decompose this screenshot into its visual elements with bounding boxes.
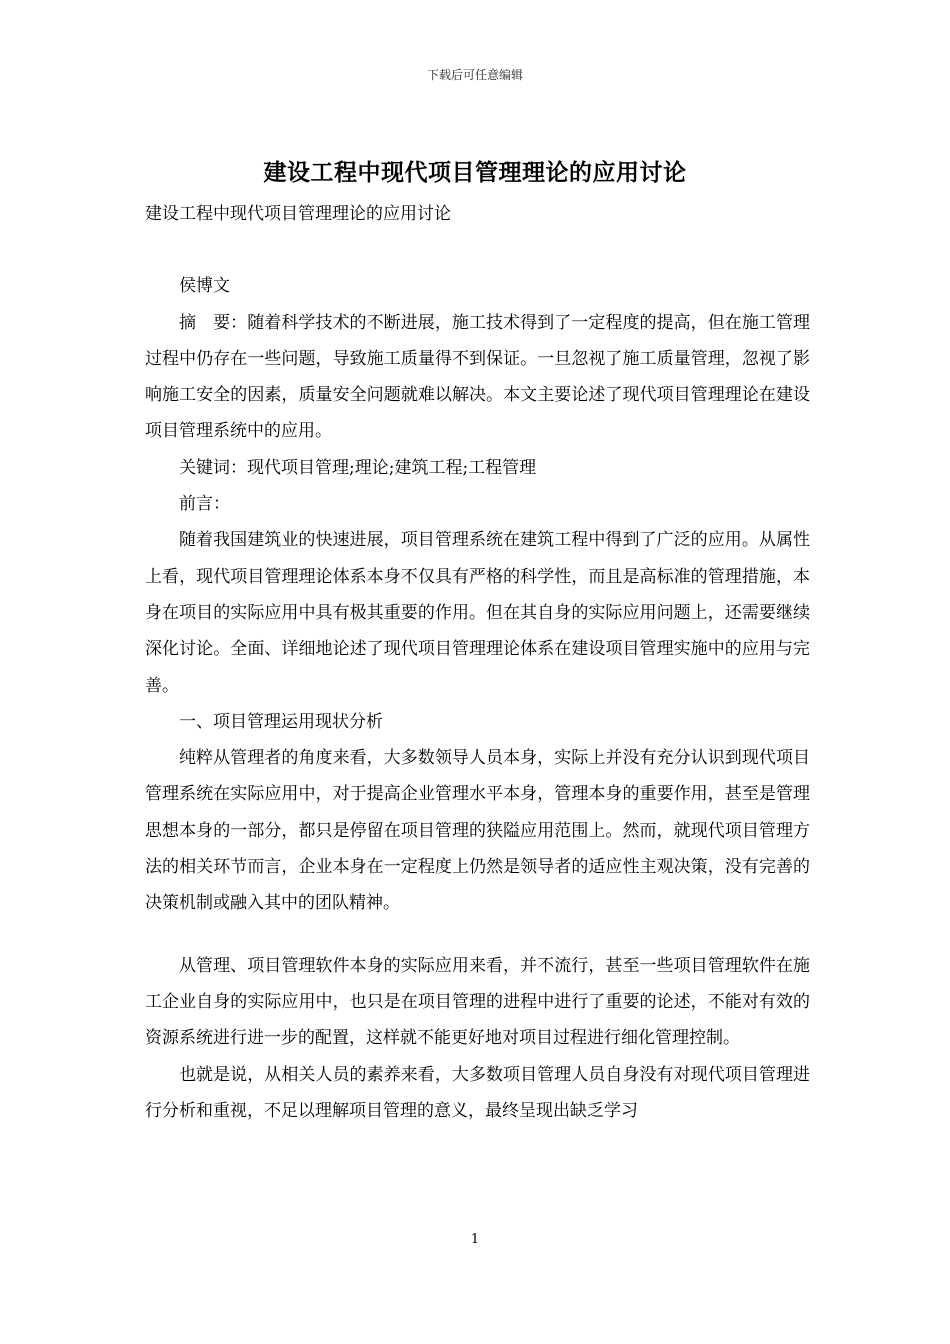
spacer [145,922,810,948]
spacer [145,232,810,268]
abstract-paragraph: 摘 要：随着科学技术的不断进展，施工技术得到了一定程度的提高，但在施工管理过程中仍存在一些问题，导致施工质量得不到保证。一旦忽视了施工质量管理，忽视了影响施工安全的因素，质量安全问题就难以解决。本文主要论述了现代项目管理理论在建设项目管理系统中的应用。 [145,312,810,442]
preface-heading: 前言： [179,494,230,515]
document-body [145,196,810,1129]
document-title: 建设工程中现代项目管理理论的应用讨论 [263,159,687,186]
keywords: 关键词：现代项目管理;理论;建筑工程;工程管理 [179,457,537,478]
author: 侯博文 [179,276,230,297]
body-paragraph: 纯粹从管理者的角度来看，大多数领导人员本身，实际上并没有充分认识到现代项目管理系统在实际应用中，对于提高企业管理水平本身，管理本身的重要作用，甚至是管理思想本身的一部分，都只是停留在项目管理的狭隘应用范围上。然而，就现代项目管理方法的相关环节而言，企业本身在一定程度上仍然是领导者的适应性主观决策，没有完善的决策机制或融入其中的团队精神。 [145,748,810,914]
subtitle: 建设工程中现代项目管理理论的应用讨论 [145,204,451,224]
body-paragraph: 也就是说，从相关人员的素养来看，大多数项目管理人员自身没有对现代项目管理进行分析和重视，不足以理解项目管理的意义，最终呈现出缺乏学习 [145,1064,810,1121]
page-number: 1 [470,1232,480,1247]
section-heading: 一、项目管理运用现状分析 [179,711,383,732]
header-note: 下载后可任意编辑 [426,68,523,82]
preface-paragraph: 随着我国建筑业的快速进展，项目管理系统在建筑工程中得到了广泛的应用。从属性上看，现代项目管理理论体系本身不仅具有严格的科学性，而且是高标准的管理措施，本身在项目的实际应用中具有极其重要的作用。但在其自身的实际应用问题上，还需要继续深化讨论。全面、详细地论述了现代项目管理理论体系在建设项目管理实施中的应用与完善。 [145,530,810,696]
body-paragraph: 从管理、项目管理软件本身的实际应用来看，并不流行，甚至一些项目管理软件在施工企业自身的实际应用中，也只是在项目管理的进程中进行了重要的论述，不能对有效的资源系统进行进一步的配置，这样就不能更好地对项目过程进行细化管理控制。 [145,955,810,1049]
